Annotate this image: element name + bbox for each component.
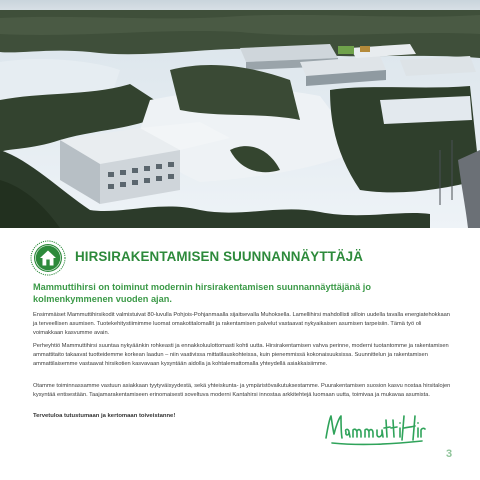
body-paragraph-1: Ensimmäiset Mammuttihirsikodit valmistuivat 80-luvulla Pohjois-Pohjanmaalla sijaitsevalla Muhoksella. Lamellihirsi mahdollisti silloin uudella tavalla energiatehokkaan ja terveellisen asumisen. Tuotekehitystiimimme luomat omakotitalomallit ja rakentamisen palvelut vastaavat nykyaikaisen asumisen tarpeisiin. Tämä työ oli voimakkaan kasvumme avain.: [33, 312, 450, 336]
body-paragraph-3: Otamme toiminnassamme vastuun asiakkaan tyytyväisyydestä, sekä yhteiskunta- ja ympäristövaikutuksestamme. Puurakentamisen suosion kasvu nostaa hirsitalojen kysyntää entisestään. Taajamarakentamiseen erinomaisesti soveltuva moderni Kantahirsi innostaa arkkitehtejä luomaan uutta, toimivaa ja mukavaa asumista.: [33, 383, 451, 398]
signature-logo: [322, 408, 428, 450]
hero-photo: [0, 0, 480, 228]
page-number: 3: [446, 448, 453, 460]
page-heading: HIRSIRAKENTAMISEN SUUNNANNÄYTTÄJÄ: [75, 249, 363, 264]
closing-line: Tervetuloa tutustumaan ja kertomaan toiveistanne!: [33, 413, 176, 419]
house-badge-icon: [30, 240, 66, 276]
lead-paragraph: Mammuttihirsi on toiminut modernin hirsirakentamisen suunnannäyttäjänä jo kolmenkymmenen vuoden ajan.: [33, 282, 371, 304]
body-paragraph-2: Perheyhtiö Mammuttihirsi suuntaa nykyäänkin rohkeasti ja ennakkoluulottomasti kohti uutta. Hirsirakentamisen vahva perinne, moderni tuotantomme ja rakentamisen ammattitaito takaavat tuotteidemme korkean laadun – niin vaativissa mittatilauskohteissa, kuin pienemmissä kokonaisuuksissa. Suunnittelun ja rakentamisen ammattilaisemme vastaavat hirsikotien kasvavaan kysyntään aidolla ja kohtalemattomalla yhteydellä asiakkaisiimme.: [33, 343, 449, 367]
